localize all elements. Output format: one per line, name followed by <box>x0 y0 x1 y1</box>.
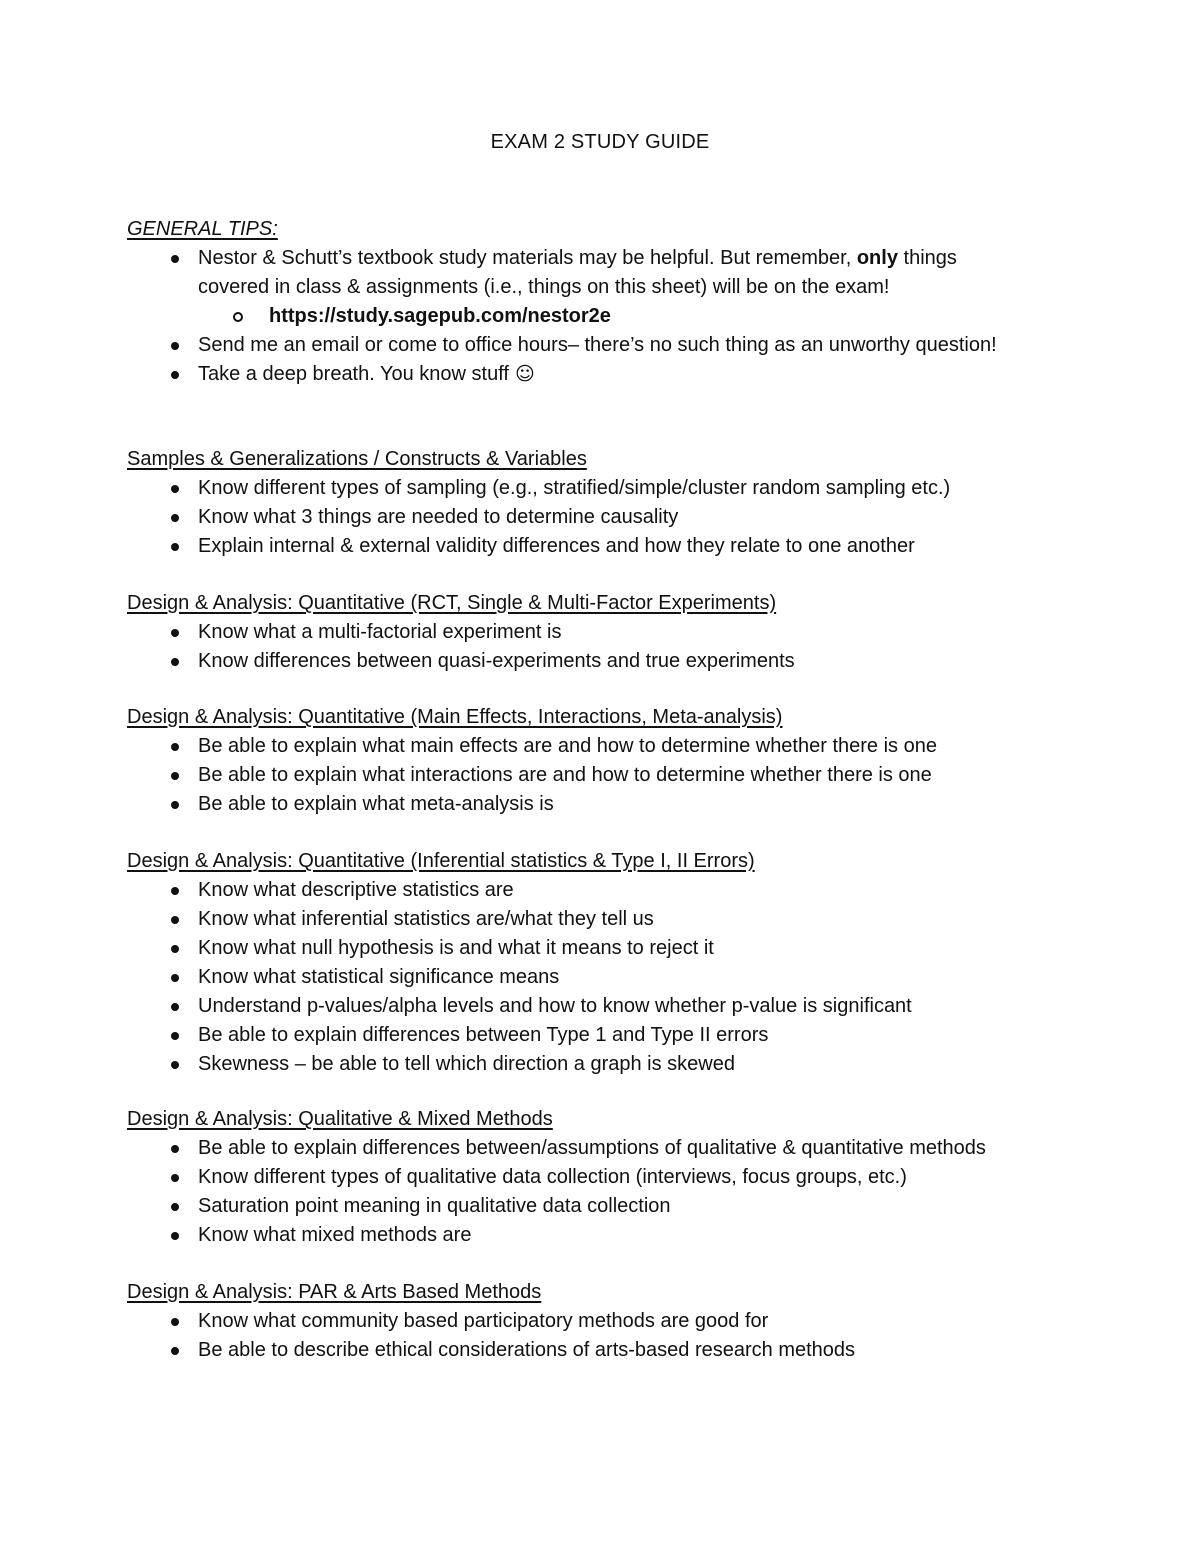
general-tips-section <box>127 215 1087 389</box>
list-item: Send me an email or come to office hours– there’s no such thing as an unworthy question! <box>127 331 1087 360</box>
bullet-icon <box>171 887 179 895</box>
general-tips-list-continued <box>127 331 1087 389</box>
section-par-arts <box>127 1278 1087 1365</box>
bullet-icon <box>171 371 179 379</box>
list-item: Be able to explain differences between Type 1 and Type II errors <box>127 1021 1087 1050</box>
list-item: Saturation point meaning in qualitative data collection <box>127 1192 1087 1221</box>
bullet-icon <box>171 772 179 780</box>
bullet-icon <box>171 1232 179 1240</box>
section-heading: Design & Analysis: PAR & Arts Based Methods <box>127 1281 542 1303</box>
list-item: Know differences between quasi-experiments and true experiments <box>127 647 1087 676</box>
list-item: Know what community based participatory methods are good for <box>127 1307 1087 1336</box>
tip-line-1: Nestor & Schutt’s textbook study materials may be helpful. But remember, only things <box>198 247 957 269</box>
section-heading: Design & Analysis: Quantitative (Main Effects, Interactions, Meta-analysis) <box>127 706 783 728</box>
study-link-item <box>127 302 1087 331</box>
bullet-icon <box>171 1174 179 1182</box>
section-list <box>127 474 1087 561</box>
bullet-icon <box>171 916 179 924</box>
tip-line-2: covered in class & assignments (i.e., things on this sheet) will be on the exam! <box>198 276 890 298</box>
bullet-icon <box>171 974 179 982</box>
bullet-icon <box>171 801 179 809</box>
section-list <box>127 1134 1087 1250</box>
list-item <box>127 244 1087 302</box>
bullet-icon <box>171 514 179 522</box>
section-heading: Design & Analysis: Quantitative (Inferential statistics & Type I, II Errors) <box>127 850 755 872</box>
smiley-icon: ☺ <box>514 363 535 385</box>
list-item: Be able to explain what meta-analysis is <box>127 790 1087 819</box>
bullet-icon <box>171 543 179 551</box>
bullet-icon <box>171 658 179 666</box>
list-item: Be able to describe ethical considerations of arts-based research methods <box>127 1336 1087 1365</box>
bullet-icon <box>171 945 179 953</box>
list-item: Explain internal & external validity differences and how they relate to one another <box>127 532 1087 561</box>
list-item: Know what 3 things are needed to determine causality <box>127 503 1087 532</box>
list-item: Know what null hypothesis is and what it means to reject it <box>127 934 1087 963</box>
list-item: Know different types of sampling (e.g., stratified/simple/cluster random sampling etc.) <box>127 474 1087 503</box>
study-link[interactable]: https://study.sagepub.com/nestor2e <box>269 305 611 327</box>
section-quant-rct <box>127 589 1087 676</box>
general-tips-heading: GENERAL TIPS: <box>127 218 278 240</box>
section-qualitative <box>127 1105 1087 1250</box>
section-heading: Design & Analysis: Qualitative & Mixed Methods <box>127 1108 553 1130</box>
bullet-icon <box>171 485 179 493</box>
list-item: Be able to explain what interactions are and how to determine whether there is one <box>127 761 1087 790</box>
list-item: Be able to explain what main effects are and how to determine whether there is one <box>127 732 1087 761</box>
list-item: Be able to explain differences between/assumptions of qualitative & quantitative methods <box>127 1134 1087 1163</box>
bullet-icon <box>171 342 179 350</box>
bullet-icon <box>171 1003 179 1011</box>
bullet-icon <box>171 1061 179 1069</box>
list-item: Understand p-values/alpha levels and how to know whether p-value is significant <box>127 992 1087 1021</box>
list-item: Skewness – be able to tell which direction a graph is skewed <box>127 1050 1087 1079</box>
section-list <box>127 876 1087 1079</box>
bullet-icon <box>171 743 179 751</box>
list-item: Know different types of qualitative data collection (interviews, focus groups, etc.) <box>127 1163 1087 1192</box>
list-item: Take a deep breath. You know stuff ☺ <box>127 360 1087 389</box>
list-item: Know what statistical significance means <box>127 963 1087 992</box>
bullet-icon <box>171 1203 179 1211</box>
section-list <box>127 732 1087 819</box>
bullet-icon <box>171 255 179 263</box>
list-item: Know what descriptive statistics are <box>127 876 1087 905</box>
bullet-icon <box>171 1032 179 1040</box>
section-quant-main-effects <box>127 703 1087 819</box>
bullet-icon <box>171 1318 179 1326</box>
section-list <box>127 1307 1087 1365</box>
section-list <box>127 618 1087 676</box>
section-samples <box>127 445 1087 561</box>
bullet-icon <box>171 629 179 637</box>
list-item: Know what inferential statistics are/what they tell us <box>127 905 1087 934</box>
emphasis-only: only <box>856 247 898 269</box>
section-heading: Design & Analysis: Quantitative (RCT, Single & Multi-Factor Experiments) <box>127 592 777 614</box>
bullet-icon <box>171 1347 179 1355</box>
sub-bullet-icon <box>233 312 243 322</box>
general-tips-list <box>127 244 1087 302</box>
bullet-icon <box>171 1145 179 1153</box>
section-quant-inferential <box>127 847 1087 1079</box>
list-item: Know what a multi-factorial experiment is <box>127 618 1087 647</box>
list-item: Know what mixed methods are <box>127 1221 1087 1250</box>
section-heading: Samples & Generalizations / Constructs & Variables <box>127 448 587 470</box>
document-title: EXAM 2 STUDY GUIDE <box>490 131 710 153</box>
